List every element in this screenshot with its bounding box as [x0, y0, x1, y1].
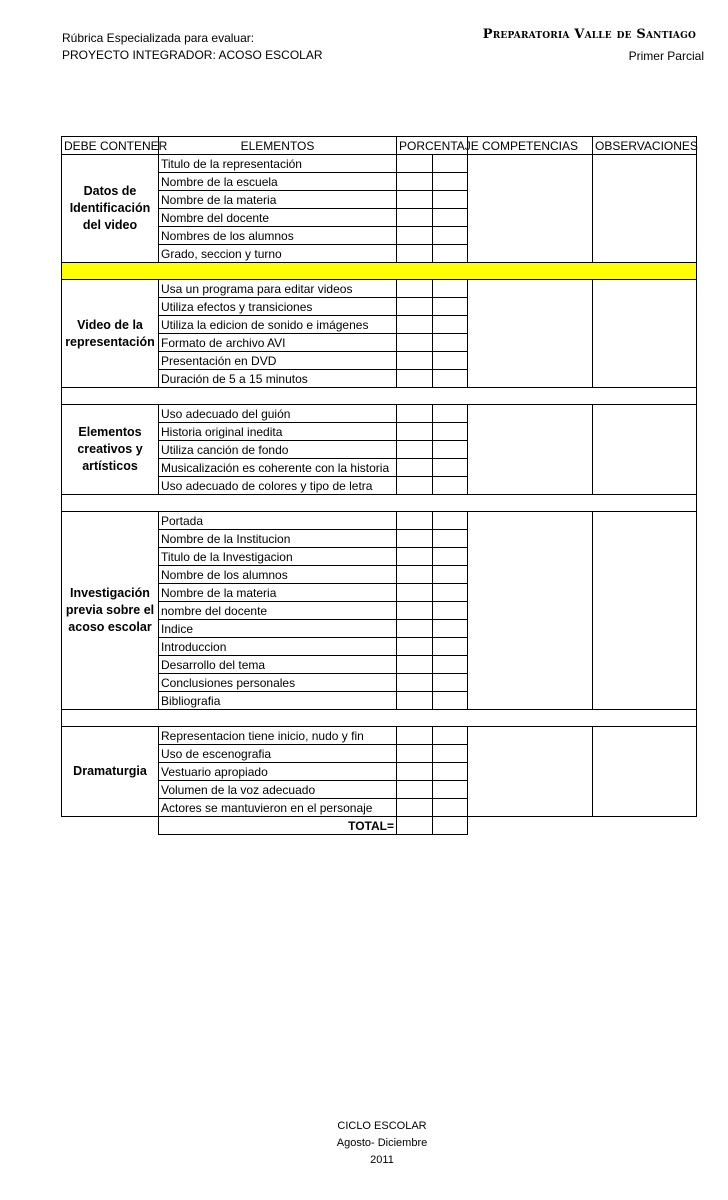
percentage-cell[interactable]	[433, 656, 468, 674]
percentage-cell[interactable]	[397, 692, 433, 710]
project-title: PROYECTO INTEGRADOR: ACOSO ESCOLAR	[62, 48, 323, 62]
competencias-cell[interactable]	[468, 280, 593, 388]
percentage-cell[interactable]	[397, 155, 433, 173]
percentage-cell[interactable]	[397, 674, 433, 692]
percentage-cell[interactable]	[397, 656, 433, 674]
element-cell: Nombre de la materia	[159, 584, 397, 602]
percentage-cell[interactable]	[397, 602, 433, 620]
element-cell: Conclusiones personales	[159, 674, 397, 692]
percentage-cell[interactable]	[433, 799, 468, 817]
element-cell: Introduccion	[159, 638, 397, 656]
percentage-cell[interactable]	[397, 781, 433, 799]
percentage-cell[interactable]	[433, 745, 468, 763]
table-header-row	[62, 137, 697, 155]
observaciones-cell[interactable]	[593, 512, 697, 710]
competencias-cell[interactable]	[468, 727, 593, 817]
element-cell: Duración de 5 a 15 minutos	[159, 370, 397, 388]
percentage-cell[interactable]	[433, 692, 468, 710]
observaciones-cell[interactable]	[593, 727, 697, 817]
percentage-cell[interactable]	[433, 245, 468, 263]
table-row	[62, 512, 697, 530]
highlight-separator-row	[62, 263, 697, 280]
observaciones-cell[interactable]	[593, 280, 697, 388]
element-cell: Portada	[159, 512, 397, 530]
total-percentage-cell[interactable]	[397, 817, 433, 835]
element-cell: Presentación en DVD	[159, 352, 397, 370]
percentage-cell[interactable]	[433, 209, 468, 227]
separator-cell	[62, 710, 697, 727]
category-cell: Dramaturgia	[62, 727, 159, 817]
percentage-cell[interactable]	[397, 334, 433, 352]
percentage-cell[interactable]	[433, 459, 468, 477]
element-cell: Utiliza efectos y transiciones	[159, 298, 397, 316]
separator-row	[62, 388, 697, 405]
percentage-cell[interactable]	[433, 155, 468, 173]
element-cell: Actores se mantuvieron en el personaje	[159, 799, 397, 817]
percentage-cell[interactable]	[433, 674, 468, 692]
element-cell: Utiliza la edicion de sonido e imágenes	[159, 316, 397, 334]
element-cell: Nombre del docente	[159, 209, 397, 227]
element-cell: Titulo de la Investigacion	[159, 548, 397, 566]
percentage-cell[interactable]	[397, 209, 433, 227]
column-header-observaciones: OBSERVACIONES	[593, 137, 697, 155]
element-cell: Nombre de la Institucion	[159, 530, 397, 548]
period-label: Primer Parcial	[628, 49, 704, 63]
table-row	[62, 727, 697, 745]
percentage-cell[interactable]	[397, 512, 433, 530]
percentage-cell[interactable]	[397, 530, 433, 548]
percentage-cell[interactable]	[433, 620, 468, 638]
percentage-cell[interactable]	[433, 781, 468, 799]
competencias-cell[interactable]	[468, 405, 593, 495]
percentage-cell[interactable]	[397, 459, 433, 477]
percentage-cell[interactable]	[433, 316, 468, 334]
percentage-cell[interactable]	[397, 423, 433, 441]
percentage-cell[interactable]	[433, 352, 468, 370]
percentage-cell[interactable]	[397, 799, 433, 817]
element-cell: Uso adecuado de colores y tipo de letra	[159, 477, 397, 495]
table-row	[62, 155, 697, 173]
footer-year: 2011	[370, 1154, 394, 1166]
element-cell: Musicalización es coherente con la historia	[159, 459, 397, 477]
total-spacer	[593, 817, 697, 835]
element-cell: Representacion tiene inicio, nudo y fin	[159, 727, 397, 745]
percentage-cell[interactable]	[433, 173, 468, 191]
percentage-cell[interactable]	[433, 638, 468, 656]
percentage-cell[interactable]	[433, 548, 468, 566]
element-cell: Uso de escenografia	[159, 745, 397, 763]
percentage-cell[interactable]	[433, 727, 468, 745]
percentage-cell[interactable]	[397, 441, 433, 459]
element-cell: Vestuario apropiado	[159, 763, 397, 781]
percentage-cell[interactable]	[397, 620, 433, 638]
element-cell: Indice	[159, 620, 397, 638]
total-percentage-cell[interactable]	[433, 817, 468, 835]
observaciones-cell[interactable]	[593, 405, 697, 495]
element-cell: Formato de archivo AVI	[159, 334, 397, 352]
category-cell: Datos de Identificación del video	[62, 155, 159, 263]
category-cell: Video de la representación	[62, 280, 159, 388]
percentage-cell[interactable]	[397, 584, 433, 602]
percentage-cell[interactable]	[397, 352, 433, 370]
footer-cycle-label: CICLO ESCOLAR	[337, 1120, 427, 1132]
total-row	[62, 817, 697, 835]
percentage-cell[interactable]	[433, 530, 468, 548]
percentage-cell[interactable]	[433, 441, 468, 459]
percentage-cell[interactable]	[397, 370, 433, 388]
percentage-cell[interactable]	[433, 477, 468, 495]
percentage-cell[interactable]	[433, 602, 468, 620]
category-cell: Elementos creativos y artísticos	[62, 405, 159, 495]
percentage-cell[interactable]	[397, 280, 433, 298]
table-row	[62, 405, 697, 423]
percentage-cell[interactable]	[397, 191, 433, 209]
percentage-cell[interactable]	[397, 245, 433, 263]
element-cell: Volumen de la voz adecuado	[159, 781, 397, 799]
percentage-cell[interactable]	[397, 727, 433, 745]
category-cell: Investigación previa sobre el acoso escolar	[62, 512, 159, 710]
school-name: Preparatoria Valle de Santiago	[482, 27, 696, 42]
element-cell: Uso adecuado del guión	[159, 405, 397, 423]
percentage-cell[interactable]	[433, 405, 468, 423]
competencias-cell[interactable]	[468, 512, 593, 710]
element-cell: Nombres de los alumnos	[159, 227, 397, 245]
footer-period: Agosto- Diciembre	[336, 1137, 428, 1149]
school-cycle-footer	[300, 1118, 464, 1169]
percentage-cell[interactable]	[433, 191, 468, 209]
rubric-title: Rúbrica Especializada para evaluar:	[62, 31, 255, 45]
percentage-cell[interactable]	[397, 638, 433, 656]
separator-row	[62, 710, 697, 727]
percentage-cell[interactable]	[397, 763, 433, 781]
element-cell: Historia original inedita	[159, 423, 397, 441]
separator-cell	[62, 388, 697, 405]
element-cell: Desarrollo del tema	[159, 656, 397, 674]
separator-cell	[62, 263, 697, 280]
percentage-cell[interactable]	[397, 316, 433, 334]
column-header-elementos: ELEMENTOS	[159, 137, 397, 155]
separator-cell	[62, 495, 697, 512]
element-cell: Utiliza canción de fondo	[159, 441, 397, 459]
element-cell: Titulo de la representación	[159, 155, 397, 173]
column-header-competencias: COMPETENCIAS	[468, 137, 593, 155]
percentage-cell[interactable]	[433, 334, 468, 352]
element-cell: Nombre de la escuela	[159, 173, 397, 191]
percentage-cell[interactable]	[397, 298, 433, 316]
element-cell: Usa un programa para editar videos	[159, 280, 397, 298]
percentage-cell[interactable]	[433, 370, 468, 388]
competencias-cell[interactable]	[468, 155, 593, 263]
percentage-cell[interactable]	[433, 298, 468, 316]
total-spacer	[468, 817, 593, 835]
percentage-cell[interactable]	[433, 423, 468, 441]
element-cell: Bibliografia	[159, 692, 397, 710]
element-cell: Nombre de los alumnos	[159, 566, 397, 584]
percentage-cell[interactable]	[397, 173, 433, 191]
element-cell: Grado, seccion y turno	[159, 245, 397, 263]
percentage-cell[interactable]	[397, 566, 433, 584]
table-row	[62, 280, 697, 298]
percentage-cell[interactable]	[433, 763, 468, 781]
percentage-cell[interactable]	[433, 512, 468, 530]
total-spacer	[62, 817, 159, 835]
column-header-porcentaje: PORCENTAJE	[397, 137, 468, 155]
percentage-cell[interactable]	[397, 745, 433, 763]
total-label: TOTAL=	[159, 817, 397, 835]
rubric-table	[61, 136, 697, 835]
element-cell: Nombre de la materia	[159, 191, 397, 209]
percentage-cell[interactable]	[433, 280, 468, 298]
percentage-cell[interactable]	[397, 405, 433, 423]
percentage-cell[interactable]	[433, 227, 468, 245]
percentage-cell[interactable]	[397, 227, 433, 245]
column-header-debe-contener: DEBE CONTENER	[62, 137, 159, 155]
percentage-cell[interactable]	[433, 566, 468, 584]
percentage-cell[interactable]	[397, 548, 433, 566]
element-cell: nombre del docente	[159, 602, 397, 620]
separator-row	[62, 495, 697, 512]
observaciones-cell[interactable]	[593, 155, 697, 263]
percentage-cell[interactable]	[433, 584, 468, 602]
percentage-cell[interactable]	[397, 477, 433, 495]
